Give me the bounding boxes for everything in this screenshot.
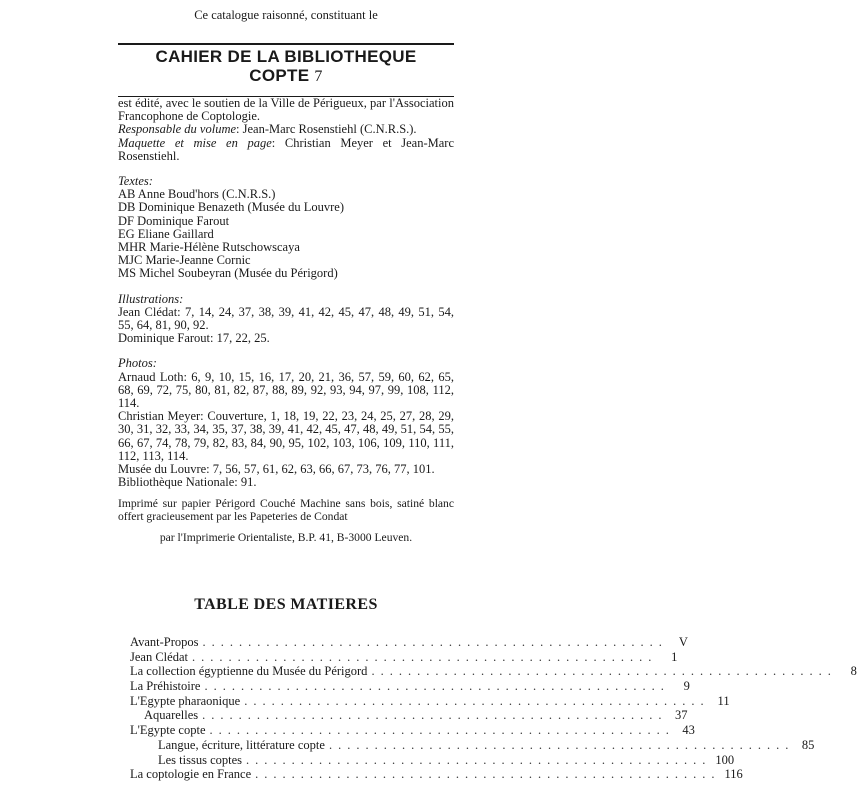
maquette-line bbox=[118, 137, 454, 163]
maquette-value: : Christian Meyer et Jean-Marc Rosenstiehl. bbox=[118, 135, 454, 163]
paper-note: Imprimé sur papier Périgord Couché Machine sans bois, satiné blanc offert gracieusement par les Papeteries de Condat bbox=[118, 497, 454, 524]
toc-leader-dots: ................................................... bbox=[191, 649, 658, 664]
toc-leader-dots: ................................................... bbox=[209, 723, 675, 738]
series-title-block bbox=[118, 47, 454, 86]
toc-entry bbox=[130, 737, 815, 753]
toc-entry bbox=[130, 679, 690, 694]
toc-entry bbox=[130, 723, 695, 738]
toc-entry-label: L'Egypte pharaonique bbox=[130, 693, 241, 708]
toc-entry-label: Jean Clédat bbox=[130, 649, 188, 664]
toc-entry-page: 8 bbox=[850, 664, 857, 679]
toc-entry bbox=[130, 635, 688, 650]
toc-entry-page: 37 bbox=[675, 708, 688, 723]
textes-heading: Textes: bbox=[118, 174, 153, 189]
toc-entry-page: 11 bbox=[717, 693, 730, 708]
toc-entry-label: Langue, écriture, littérature copte bbox=[158, 737, 325, 752]
toc-title: TABLE DES MATIERES bbox=[194, 596, 378, 613]
photo-credit: Arnaud Loth: 6, 9, 10, 15, 16, 17, 20, 21, 36, 57, 59, 60, 62, 65, 68, 69, 72, 75, 80, 81, 82, 87, 88, 89, 92, 93, 94, 97, 99, 108, 112, 114. bbox=[118, 369, 454, 411]
toc-leader-dots: ................................................... bbox=[202, 635, 668, 649]
author-entry: MS Michel Soubeyran (Musée du Périgord) bbox=[118, 266, 338, 281]
toc-leader-dots: ................................................... bbox=[371, 664, 837, 679]
toc-entry-page: V bbox=[678, 635, 688, 649]
table-of-contents bbox=[130, 635, 857, 782]
toc-leader-dots: ................................................... bbox=[328, 737, 795, 752]
author-entry: DF Dominique Farout bbox=[118, 213, 230, 228]
photos-heading: Photos: bbox=[118, 356, 157, 371]
responsable-label: Responsable du volume bbox=[118, 122, 237, 137]
maquette-label: Maquette et mise en page bbox=[118, 135, 272, 150]
toc-entry-page: 43 bbox=[682, 723, 695, 738]
toc-entry bbox=[130, 708, 688, 723]
series-title: CAHIER DE LA BIBLIOTHEQUE bbox=[155, 47, 417, 66]
toc-entry-label: La collection égyptienne du Musée du Périgord bbox=[130, 664, 368, 679]
series-subtitle: COPTE bbox=[249, 66, 310, 85]
toc-entry-label: Avant-Propos bbox=[130, 635, 199, 649]
author-entry: MHR Marie-Hélène Rutschowscaya bbox=[118, 240, 300, 255]
top-rule bbox=[118, 43, 454, 45]
photo-credit: Christian Meyer: Couverture, 1, 18, 19, 22, 23, 24, 25, 27, 28, 29, 30, 31, 32, 33, 34, 35, 37, 38, 39, 41, 42, 45, 47, 48, 49, 51, 54, 55, 66, 67, 74, 78, 79, 82, 83, 84, 90, 95, 102, 103, 106, 109, 110, 111, 112, 113, 114. bbox=[118, 409, 454, 463]
series-subtitle-line bbox=[118, 66, 454, 86]
toc-leader-dots: ................................................... bbox=[246, 752, 712, 767]
authors-list bbox=[118, 188, 454, 280]
toc-entry-page: 100 bbox=[715, 752, 735, 767]
toc-entry-page: 1 bbox=[671, 649, 678, 664]
toc-entry-label: La Préhistoire bbox=[130, 679, 201, 694]
toc-entry bbox=[130, 649, 678, 665]
toc-entry bbox=[130, 767, 743, 782]
toc-entry-label: L'Egypte copte bbox=[130, 723, 206, 738]
toc-leader-dots: ................................................... bbox=[202, 708, 668, 723]
toc-entry-page: 116 bbox=[724, 767, 743, 782]
toc-entry-label: La coptologie en France bbox=[130, 767, 252, 782]
illustration-credit: Dominique Farout: 17, 22, 25. bbox=[118, 331, 270, 346]
toc-entry-page: 9 bbox=[683, 679, 690, 694]
toc-leader-dots: ................................................... bbox=[204, 679, 670, 694]
printer-line: par l'Imprimerie Orientaliste, B.P. 41, B-3000 Leuven. bbox=[159, 531, 413, 545]
author-entry: MJC Marie-Jeanne Cornic bbox=[118, 253, 251, 268]
toc-entry bbox=[130, 693, 730, 709]
author-entry: EG Eliane Gaillard bbox=[118, 226, 214, 241]
photo-credit: Bibliothèque Nationale: 91. bbox=[118, 475, 257, 490]
colophon-body bbox=[118, 97, 454, 544]
author-entry: AB Anne Boud'hors (C.N.R.S.) bbox=[118, 187, 276, 202]
toc-entry-label: Les tissus coptes bbox=[158, 752, 243, 767]
toc-entry bbox=[130, 664, 857, 679]
illustration-credit: Jean Clédat: 7, 14, 24, 37, 38, 39, 41, 42, 45, 47, 48, 49, 51, 54, 55, 64, 81, 90, 92. bbox=[118, 304, 454, 333]
photo-credit: Musée du Louvre: 7, 56, 57, 61, 62, 63, 66, 67, 73, 76, 77, 101. bbox=[118, 462, 435, 477]
series-number: 7 bbox=[314, 68, 323, 85]
intro-line: Ce catalogue raisonné, constituant le bbox=[194, 8, 378, 22]
author-entry: DB Dominique Benazeth (Musée du Louvre) bbox=[118, 200, 344, 215]
responsable-value: : Jean-Marc Rosenstiehl (C.N.R.S.). bbox=[236, 122, 417, 137]
publication-statement: est édité, avec le soutien de la Ville de Périgueux, par l'Association Francophone de Coptologie. bbox=[118, 96, 454, 124]
toc-leader-dots: ................................................... bbox=[255, 767, 721, 782]
toc-entry bbox=[130, 752, 735, 768]
illustrations-heading: Illustrations: bbox=[118, 291, 184, 306]
toc-entry-label: Aquarelles bbox=[144, 708, 199, 723]
toc-leader-dots: ................................................... bbox=[244, 693, 710, 708]
toc-entry-page: 85 bbox=[801, 737, 815, 752]
